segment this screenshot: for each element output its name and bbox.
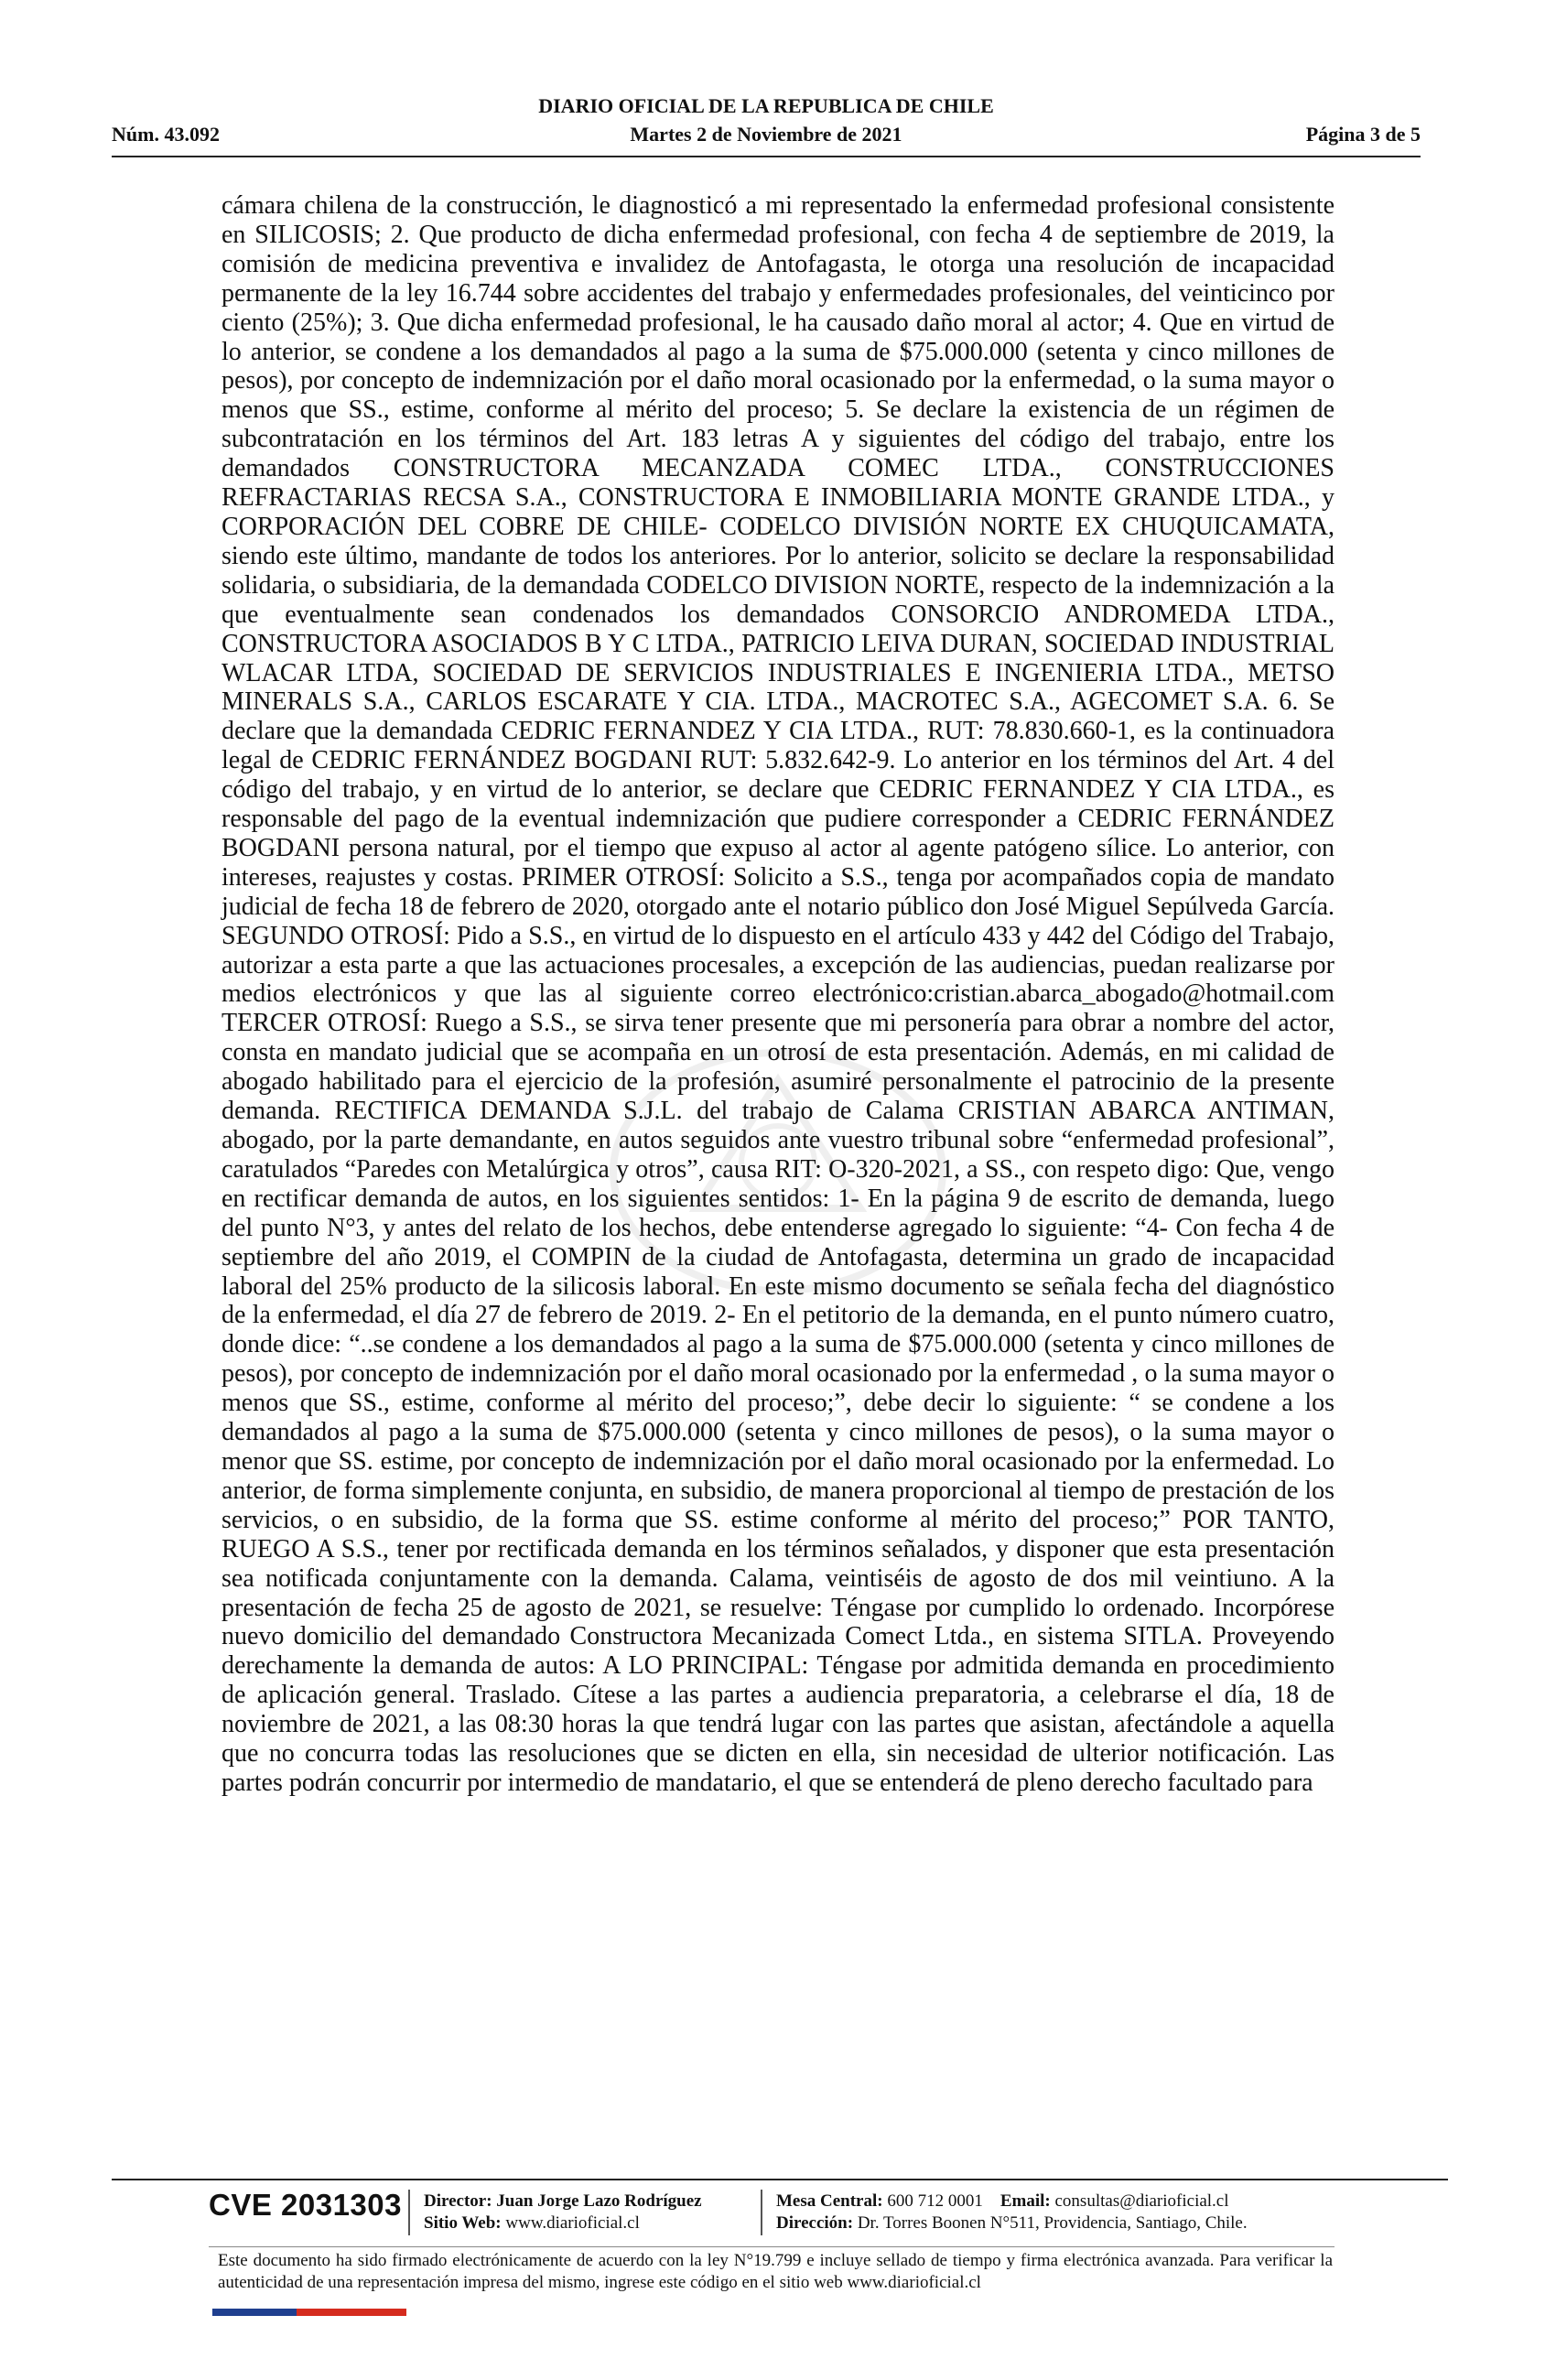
page-indicator: Página 3 de 5 [1305,123,1421,146]
cve-code: CVE 2031303 [209,2188,402,2222]
email-link[interactable]: consultas@diarioficial.cl [1054,2191,1229,2211]
phone-number: 600 712 0001 [887,2191,983,2211]
website-label: Sitio Web: [424,2213,502,2233]
header-divider [112,156,1421,157]
address-text: Dr. Torres Boonen N°511, Providencia, Santiago, Chile. [857,2213,1248,2233]
footer-contact-block [776,2191,1248,2234]
email-label: Email: [1000,2191,1051,2211]
legal-notice: Este documento ha sido firmado electrónicamente de acuerdo con la ley N°19.799 e incluye sellado de tiempo y firma electrónica avanzada. Para verificar la autenticidad de una representación impresa del mismo, ingrese este código en el sitio web www.diarioficial.cl [218,2251,1333,2292]
footer-separator [408,2190,410,2235]
phone-label: Mesa Central: [776,2191,883,2211]
footer-director-block [424,2191,702,2234]
issue-number: Núm. 43.092 [112,123,220,146]
chile-flag-stripe-icon [212,2309,406,2316]
director-name: Juan Jorge Lazo Rodríguez [496,2191,702,2211]
website-link[interactable]: www.diarioficial.cl [505,2213,640,2233]
footer-divider [112,2179,1448,2180]
address-label: Dirección: [776,2213,854,2233]
footer-separator [761,2190,762,2235]
director-label: Director: [424,2191,492,2211]
document-body-text: cámara chilena de la construcción, le diagnosticó a mi representado la enfermedad profesional consistente en SILICOSIS; 2. Que producto de dicha enfermedad profesional, con fecha 4 de septiembre de 2019, la comisión de medicina preventiva e invalidez de Antofagasta, le otorga una resolución de incapacidad permanente de la ley 16.744 sobre accidentes del trabajo y enfermedades profesionales, del veinticinco por ciento (25%); 3. Que dicha enfermedad profesional, le ha causado daño moral al actor; 4. Que en virtud de lo anterior, se condene a los demandados al pago a la suma de $75.000.000 (setenta y cinco millones de pesos), por concepto de indemnización por el daño moral ocasionado por la enfermedad, o la suma mayor o menos que SS., estime, conforme al mérito del proceso; 5. Se declare la existencia de un régimen de subcontratación en los términos del Art. 183 letras A y siguientes del código del trabajo, entre los demandados CONSTRUCTORA MECANZADA COMEC LTDA., CONSTRUCCIONES REFRACTARIAS RECSA S.A., CONSTRUCTORA E INMOBILIARIA MONTE GRANDE LTDA., y CORPORACIÓN DEL COBRE DE CHILE- CODELCO DIVISIÓN NORTE EX CHUQUICAMATA, siendo este último, mandante de todos los anteriores. Por lo anterior, solicito se declare la responsabilidad solidaria, o subsidiaria, de la demandada CODELCO DIVISION NORTE, respecto de la indemnización a la que eventualmente sean condenados los demandados CONSORCIO ANDROMEDA LTDA., CONSTRUCTORA ASOCIADOS B Y C LTDA., PATRICIO LEIVA DURAN, SOCIEDAD INDUSTRIAL WLACAR LTDA, SOCIEDAD DE SERVICIOS INDUSTRIALES E INGENIERIA LTDA., METSO MINERALS S.A., CARLOS ESCARATE Y CIA. LTDA., MACROTEC S.A., AGECOMET S.A. 6. Se declare que la demandada CEDRIC FERNANDEZ Y CIA LTDA., RUT: 78.830.660-1, es la continuadora legal de CEDRIC FERNÁNDEZ BOGDANI RUT: 5.832.642-9. Lo anterior en los términos del Art. 4 del código del trabajo, y en virtud de lo anterior, se declare que CEDRIC FERNANDEZ Y CIA LTDA., es responsable del pago de la eventual indemnización que pudiere corresponder a CEDRIC FERNÁNDEZ BOGDANI persona natural, por el tiempo que expuso al actor al agente patógeno sílice. Lo anterior, con intereses, reajustes y costas. PRIMER OTROSÍ: Solicito a S.S., tenga por acompañados copia de mandato judicial de fecha 18 de febrero de 2020, otorgado ante el notario público don José Miguel Sepúlveda García. SEGUNDO OTROSÍ: Pido a S.S., en virtud de lo dispuesto en el artículo 433 y 442 del Código del Trabajo, autorizar a esta parte a que las actuaciones procesales, a excepción de las audiencias, puedan realizarse por medios electrónicos y que las al siguiente correo electrónico:cristian.abarca_abogado@hotmail.com TERCER OTROSÍ: Ruego a S.S., se sirva tener presente que mi personería para obrar a nombre del actor, consta en mandato judicial que se acompaña en un otrosí de esta presentación. Además, en mi calidad de abogado habilitado para el ejercicio de la profesión, asumiré personalmente el patrocinio de la presente demanda. RECTIFICA DEMANDA S.J.L. del trabajo de Calama CRISTIAN ABARCA ANTIMAN, abogado, por la parte demandante, en autos seguidos ante vuestro tribunal sobre “enfermedad profesional”, caratulados “Paredes con Metalúrgica y otros”, causa RIT: O-320-2021, a SS., con respeto digo: Que, vengo en rectificar demanda de autos, en los siguientes sentidos: 1- En la página 9 de escrito de demanda, luego del punto N°3, y antes del relato de los hechos, debe entenderse agregado lo siguiente: “4- Con fecha 4 de septiembre del año 2019, el COMPIN de la ciudad de Antofagasta, determina un grado de incapacidad laboral del 25% producto de la silicosis laboral. En este mismo documento se señala fecha del diagnóstico de la enfermedad, el día 27 de febrero de 2019. 2- En el petitorio de la demanda, en el punto número cuatro, donde dice: “..se condene a los demandados al pago a la suma de $75.000.000 (setenta y cinco millones de pesos), por concepto de indemnización por el daño moral ocasionado por la enfermedad , o la suma mayor o menos que SS., estime, conforme al mérito del proceso;”, debe decir lo siguiente: “ se condene a los demandados al pago a la suma de $75.000.000 (setenta y cinco millones de pesos), o la suma mayor o menor que SS. estime, por concepto de indemnización por el daño moral ocasionado por la enfermedad. Lo anterior, de forma simplemente conjunta, en subsidio, de manera proporcional al tiempo de prestación de los servicios, o en subsidio, de la forma que SS. estime conforme al mérito del proceso;” POR TANTO, RUEGO A S.S., tener por rectificada demanda en los términos señalados, y disponer que esta presentación sea notificada conjuntamente con la demanda. Calama, veintiséis de agosto de dos mil veintiuno. A la presentación de fecha 25 de agosto de 2021, se resuelve: Téngase por cumplido lo ordenado. Incorpórese nuevo domicilio del demandado Constructora Mecanizada Comect Ltda., en sistema SITLA. Proveyendo derechamente la demanda de autos: A LO PRINCIPAL: Téngase por admitida demanda en procedimiento de aplicación general. Traslado. Cítese a las partes a audiencia preparatoria, a celebrarse el día, 18 de noviembre de 2021, a las 08:30 horas la que tendrá lugar con las partes que asistan, afectándole a aquella que no concurra todas las resoluciones que se dicten en ella, sin necesidad de ulterior notificación. Las partes podrán concurrir por intermedio de mandatario, el que se entenderá de pleno derecho facultado para [222,191,1334,1797]
publication-date: Martes 2 de Noviembre de 2021 [630,123,902,146]
publication-title: DIARIO OFICIAL DE LA REPUBLICA DE CHILE [538,94,994,117]
footer-inner-divider [209,2246,1334,2247]
page-header [112,94,1421,151]
